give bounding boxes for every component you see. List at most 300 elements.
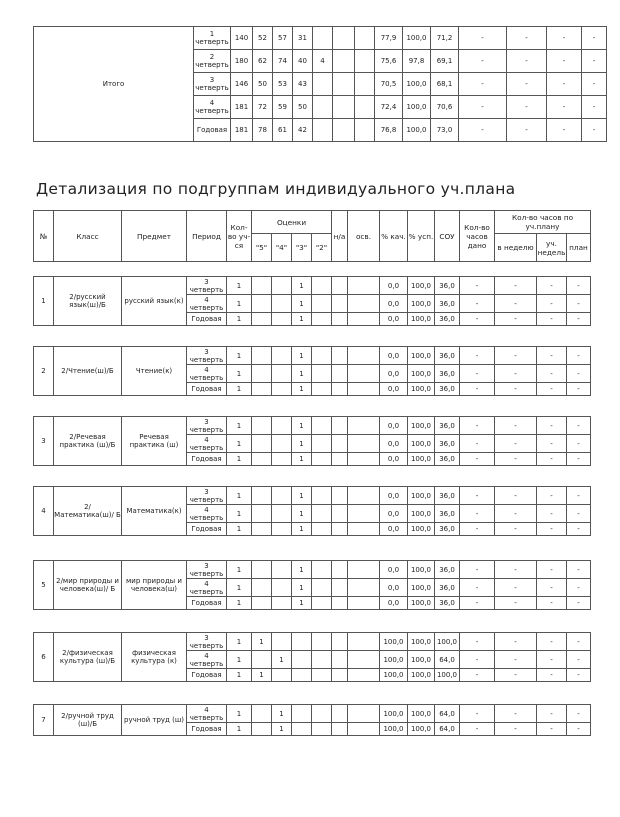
detail-table [33,210,591,736]
grade3-cell: 1 [292,435,312,453]
count-cell: 1 [227,487,252,505]
grade3-cell [292,669,312,682]
spacer-cell [312,610,332,633]
summary-group-label: Итого [34,27,194,142]
period-cell: 4 четверть [187,579,227,597]
na-cell [332,669,348,682]
na-cell [332,365,348,383]
kach-cell: 0,0 [380,383,408,396]
spacer-cell [34,682,54,705]
sou-cell: 64,0 [435,705,460,723]
period-cell: 3 четверть [187,487,227,505]
usp-cell: 100,0 [408,453,435,466]
spacer-cell [187,610,227,633]
sou-cell: 100,0 [435,669,460,682]
summary-cell: 53 [273,73,293,96]
grade2-cell [312,505,332,523]
spacer-cell [567,396,591,417]
detail-row [34,277,591,295]
summary-cell: 52 [253,27,273,50]
summary-cell: 31 [293,27,313,50]
per-week-cell: - [495,597,537,610]
grade3-cell: 1 [292,453,312,466]
grade4-cell [272,579,292,597]
grade5-cell [252,365,272,383]
spacer-cell [380,262,408,277]
spacer-cell [332,466,348,487]
uch-week-cell: - [537,347,567,365]
header-grade-3: "3" [292,234,312,262]
grade2-cell [312,651,332,669]
grade4-cell [272,669,292,682]
uch-week-cell: - [537,505,567,523]
osv-cell [348,669,380,682]
spacer-cell [435,466,460,487]
period-cell: 4 четверть [187,505,227,523]
period-cell: Годовая [187,723,227,736]
grade3-cell: 1 [292,523,312,536]
summary-table [33,26,607,142]
hours-given-cell: - [460,277,495,295]
na-cell [332,347,348,365]
header-na: н/а [332,211,348,262]
sou-cell: 36,0 [435,347,460,365]
spacer-cell [252,610,272,633]
spacer-cell [408,610,435,633]
grade2-cell [312,417,332,435]
summary-cell: 100,0 [403,73,431,96]
period-cell: Годовая [187,453,227,466]
grade2-cell [312,633,332,651]
grade5-cell [252,597,272,610]
spacer-cell [332,396,348,417]
header-grade-4: "4" [272,234,292,262]
grade4-cell [272,505,292,523]
sou-cell: 100,0 [435,633,460,651]
summary-period: 4 четверть [194,96,231,119]
spacer-cell [187,262,227,277]
per-week-cell: - [495,523,537,536]
spacer-cell [227,396,252,417]
usp-cell: 100,0 [408,523,435,536]
osv-cell [348,705,380,723]
spacer-cell [567,262,591,277]
count-cell: 1 [227,651,252,669]
grade3-cell: 1 [292,347,312,365]
grade2-cell [312,705,332,723]
osv-cell [348,277,380,295]
uch-week-cell: - [537,295,567,313]
spacer-cell [460,682,495,705]
spacer-cell [312,396,332,417]
sou-cell: 36,0 [435,383,460,396]
summary-cell [355,73,375,96]
grade2-cell [312,597,332,610]
osv-cell [348,597,380,610]
spacer-cell [252,466,272,487]
uch-week-cell: - [537,633,567,651]
summary-cell: 181 [231,96,253,119]
spacer-cell [460,610,495,633]
kach-cell: 100,0 [380,651,408,669]
grade4-cell [272,523,292,536]
na-cell [332,435,348,453]
spacer-cell [537,610,567,633]
plan-cell: - [567,383,591,396]
header-kach: % кач. [380,211,408,262]
uch-week-cell: - [537,597,567,610]
summary-cell: - [507,73,547,96]
osv-cell [348,523,380,536]
spacer-cell [122,610,187,633]
period-cell: 3 четверть [187,277,227,295]
summary-cell [333,119,355,142]
per-week-cell: - [495,669,537,682]
summary-cell: - [459,96,507,119]
uch-week-cell: - [537,723,567,736]
spacer-cell [227,536,252,561]
grade2-cell [312,723,332,736]
grade5-cell [252,383,272,396]
header-plan: план [567,234,591,262]
hours-given-cell: - [460,313,495,326]
sou-cell: 36,0 [435,523,460,536]
header-grade-2: "2" [312,234,332,262]
summary-cell: 181 [231,119,253,142]
na-cell [332,505,348,523]
spacer-cell [292,466,312,487]
kach-cell: 0,0 [380,561,408,579]
sou-cell: 64,0 [435,651,460,669]
kach-cell: 0,0 [380,487,408,505]
grade4-cell [272,365,292,383]
plan-cell: - [567,633,591,651]
per-week-cell: - [495,417,537,435]
grade2-cell [312,453,332,466]
spacer-cell [537,326,567,347]
plan-cell: - [567,277,591,295]
count-cell: 1 [227,417,252,435]
spacer-row [34,262,591,277]
header-hours-given: Кол-во часов дано [460,211,495,262]
uch-week-cell: - [537,487,567,505]
na-cell [332,705,348,723]
uch-week-cell: - [537,383,567,396]
kach-cell: 0,0 [380,365,408,383]
grade2-cell [312,435,332,453]
group-class: 2/мир природы и человека(ш)/ Б [54,561,122,610]
uch-week-cell: - [537,579,567,597]
grade4-cell [272,561,292,579]
sou-cell: 64,0 [435,723,460,736]
header-subject: Предмет [122,211,187,262]
grade4-cell [272,453,292,466]
sou-cell: 36,0 [435,579,460,597]
summary-cell: 180 [231,50,253,73]
detail-row [34,705,591,723]
summary-cell: - [459,119,507,142]
kach-cell: 0,0 [380,417,408,435]
spacer-cell [537,536,567,561]
sou-cell: 36,0 [435,487,460,505]
spacer-cell [252,326,272,347]
summary-cell: 140 [231,27,253,50]
spacer-cell [272,262,292,277]
summary-row [34,27,607,50]
kach-cell: 0,0 [380,579,408,597]
group-subject: ручной труд (ш) [122,705,187,736]
grade5-cell [252,505,272,523]
grade2-cell [312,523,332,536]
per-week-cell: - [495,277,537,295]
uch-week-cell: - [537,705,567,723]
grade3-cell: 1 [292,561,312,579]
group-number: 5 [34,561,54,610]
usp-cell: 100,0 [408,633,435,651]
group-number: 2 [34,347,54,396]
count-cell: 1 [227,453,252,466]
spacer-cell [34,396,54,417]
spacer-cell [227,610,252,633]
kach-cell: 0,0 [380,505,408,523]
grade3-cell: 1 [292,295,312,313]
group-subject: Речевая практика (ш) [122,417,187,466]
count-cell: 1 [227,705,252,723]
grade5-cell [252,435,272,453]
spacer-cell [122,536,187,561]
summary-cell [313,96,333,119]
grade4-cell [272,383,292,396]
grade5-cell: 1 [252,633,272,651]
plan-cell: - [567,723,591,736]
kach-cell: 0,0 [380,597,408,610]
usp-cell: 100,0 [408,705,435,723]
usp-cell: 100,0 [408,435,435,453]
plan-cell: - [567,313,591,326]
count-cell: 1 [227,723,252,736]
spacer-cell [332,326,348,347]
spacer-cell [408,262,435,277]
per-week-cell: - [495,365,537,383]
hours-given-cell: - [460,295,495,313]
spacer-cell [187,396,227,417]
na-cell [332,277,348,295]
plan-cell: - [567,669,591,682]
sou-cell: 36,0 [435,365,460,383]
header-hours-plan: Кол-во часов по уч.плану [495,211,591,234]
spacer-cell [348,262,380,277]
grade4-cell [272,313,292,326]
group-class: 2/русский язык(ш)/Б [54,277,122,326]
kach-cell: 100,0 [380,669,408,682]
spacer-cell [292,326,312,347]
spacer-cell [252,682,272,705]
kach-cell: 100,0 [380,633,408,651]
summary-period: 1 четверть [194,27,231,50]
grade5-cell [252,277,272,295]
spacer-cell [567,466,591,487]
header-grade-5: "5" [252,234,272,262]
grade3-cell: 1 [292,505,312,523]
spacer-row [34,536,591,561]
period-cell: 3 четверть [187,417,227,435]
grade4-cell [272,435,292,453]
uch-week-cell: - [537,561,567,579]
spacer-cell [348,466,380,487]
grade5-cell [252,723,272,736]
spacer-cell [122,466,187,487]
group-number: 7 [34,705,54,736]
uch-week-cell: - [537,523,567,536]
spacer-cell [292,262,312,277]
na-cell [332,295,348,313]
detail-row [34,487,591,505]
summary-cell: 100,0 [403,96,431,119]
summary-cell: 59 [273,96,293,119]
grade4-cell: 1 [272,723,292,736]
spacer-row [34,682,591,705]
usp-cell: 100,0 [408,561,435,579]
spacer-cell [122,396,187,417]
osv-cell [348,435,380,453]
spacer-cell [460,396,495,417]
na-cell [332,723,348,736]
sou-cell: 36,0 [435,453,460,466]
osv-cell [348,347,380,365]
spacer-cell [495,536,537,561]
grade3-cell: 1 [292,579,312,597]
sou-cell: 36,0 [435,435,460,453]
spacer-cell [380,326,408,347]
na-cell [332,313,348,326]
spacer-cell [435,262,460,277]
plan-cell: - [567,579,591,597]
summary-cell: 62 [253,50,273,73]
grade4-cell [272,295,292,313]
hours-given-cell: - [460,383,495,396]
spacer-cell [460,536,495,561]
spacer-cell [187,466,227,487]
uch-week-cell: - [537,435,567,453]
group-number: 4 [34,487,54,536]
kach-cell: 100,0 [380,723,408,736]
spacer-cell [332,536,348,561]
per-week-cell: - [495,487,537,505]
period-cell: 4 четверть [187,365,227,383]
group-number: 1 [34,277,54,326]
grade2-cell [312,487,332,505]
usp-cell: 100,0 [408,347,435,365]
spacer-cell [227,262,252,277]
kach-cell: 0,0 [380,453,408,466]
osv-cell [348,365,380,383]
period-cell: Годовая [187,383,227,396]
spacer-cell [312,682,332,705]
grade4-cell [272,277,292,295]
hours-given-cell: - [460,633,495,651]
spacer-cell [332,610,348,633]
hours-given-cell: - [460,597,495,610]
period-cell: Годовая [187,313,227,326]
osv-cell [348,383,380,396]
spacer-row [34,610,591,633]
spacer-cell [292,536,312,561]
spacer-cell [380,466,408,487]
spacer-row [34,396,591,417]
grade4-cell [272,487,292,505]
hours-given-cell: - [460,561,495,579]
group-subject: Математика(к) [122,487,187,536]
hours-given-cell: - [460,651,495,669]
uch-week-cell: - [537,651,567,669]
period-cell: 4 четверть [187,295,227,313]
spacer-cell [272,396,292,417]
spacer-cell [537,396,567,417]
usp-cell: 100,0 [408,651,435,669]
spacer-cell [272,682,292,705]
period-cell: Годовая [187,597,227,610]
na-cell [332,487,348,505]
grade3-cell [292,651,312,669]
detail-row [34,633,591,651]
spacer-cell [187,682,227,705]
group-class: 2/Чтение(ш)/Б [54,347,122,396]
hours-given-cell: - [460,453,495,466]
sou-cell: 36,0 [435,561,460,579]
period-cell: 3 четверть [187,633,227,651]
spacer-cell [122,262,187,277]
summary-cell: - [507,27,547,50]
osv-cell [348,651,380,669]
spacer-cell [332,682,348,705]
spacer-cell [567,326,591,347]
header-num: № [34,211,54,262]
kach-cell: 0,0 [380,295,408,313]
spacer-cell [292,682,312,705]
spacer-cell [122,326,187,347]
grade2-cell [312,295,332,313]
spacer-cell [227,466,252,487]
summary-cell: 70,5 [375,73,403,96]
spacer-cell [380,682,408,705]
na-cell [332,453,348,466]
hours-given-cell: - [460,347,495,365]
grade2-cell [312,365,332,383]
hours-given-cell: - [460,669,495,682]
summary-cell: 146 [231,73,253,96]
spacer-cell [380,396,408,417]
plan-cell: - [567,705,591,723]
detail-row [34,347,591,365]
spacer-cell [252,536,272,561]
spacer-cell [380,610,408,633]
uch-week-cell: - [537,313,567,326]
summary-cell [355,119,375,142]
per-week-cell: - [495,347,537,365]
count-cell: 1 [227,505,252,523]
usp-cell: 100,0 [408,505,435,523]
uch-week-cell: - [537,453,567,466]
grade5-cell [252,523,272,536]
period-cell: Годовая [187,523,227,536]
summary-cell: 57 [273,27,293,50]
usp-cell: 100,0 [408,295,435,313]
spacer-cell [348,536,380,561]
hours-given-cell: - [460,523,495,536]
grade5-cell [252,561,272,579]
spacer-cell [34,262,54,277]
sou-cell: 36,0 [435,597,460,610]
